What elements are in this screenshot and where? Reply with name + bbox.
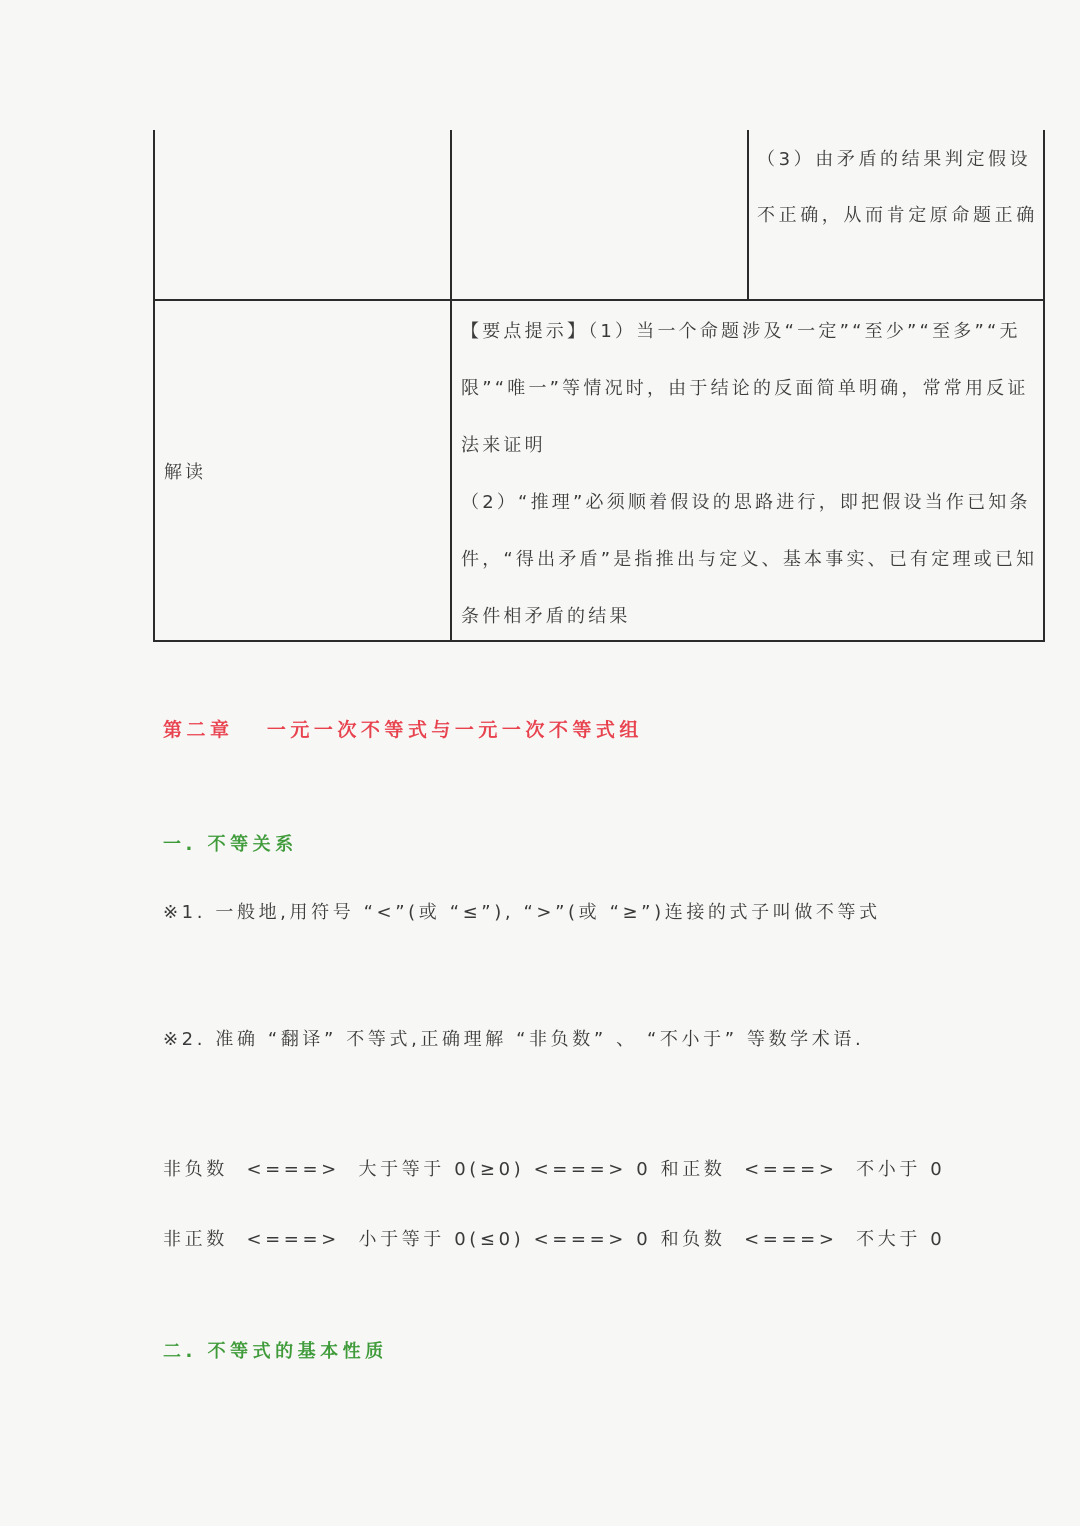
section-title-1: 一. 不等关系 xyxy=(163,834,298,855)
chapter-title: 第二章 一元一次不等式与一元一次不等式组 xyxy=(163,719,643,741)
equivalence-line-1: 非负数 <===> 大于等于 0(≥0) <===> 0 和正数 <===> 不小于 0 xyxy=(163,1159,946,1180)
tip-paragraph-2: （2）“推理”必须顺着假设的思路进行，即把假设当作已知条件，“得出矛盾”是指推出与定义、基本事实、已有定理或已知条件相矛盾的结果 xyxy=(461,492,1038,627)
column-divider xyxy=(747,130,749,299)
definition-item-1: ※1. 一般地,用符号 “<”(或 “≤”), “>”(或 “≥”)连接的式子叫做不等式 xyxy=(163,902,881,923)
table-cell-label: 解读 xyxy=(164,462,206,483)
table-cell-content xyxy=(461,303,1041,645)
table-cell-step3: （3）由矛盾的结果判定假设不正确，从而肯定原命题正确 xyxy=(757,149,1038,226)
table-row xyxy=(153,130,1045,301)
column-divider xyxy=(450,130,452,299)
proof-table xyxy=(153,130,1045,642)
table-row xyxy=(153,301,1045,642)
section-title-2: 二. 不等式的基本性质 xyxy=(163,1341,388,1362)
equivalence-line-2: 非正数 <===> 小于等于 0(≤0) <===> 0 和负数 <===> 不大于 0 xyxy=(163,1229,946,1250)
column-divider xyxy=(450,301,452,640)
definition-item-2: ※2. 准确 “翻译” 不等式,正确理解 “非负数” 、 “不小于” 等数学术语. xyxy=(163,1029,865,1050)
tip-paragraph-1: 【要点提示】（1）当一个命题涉及“一定”“至少”“至多”“无限”“唯一”等情况时，由于结论的反面简单明确，常常用反证法来证明 xyxy=(461,321,1029,456)
